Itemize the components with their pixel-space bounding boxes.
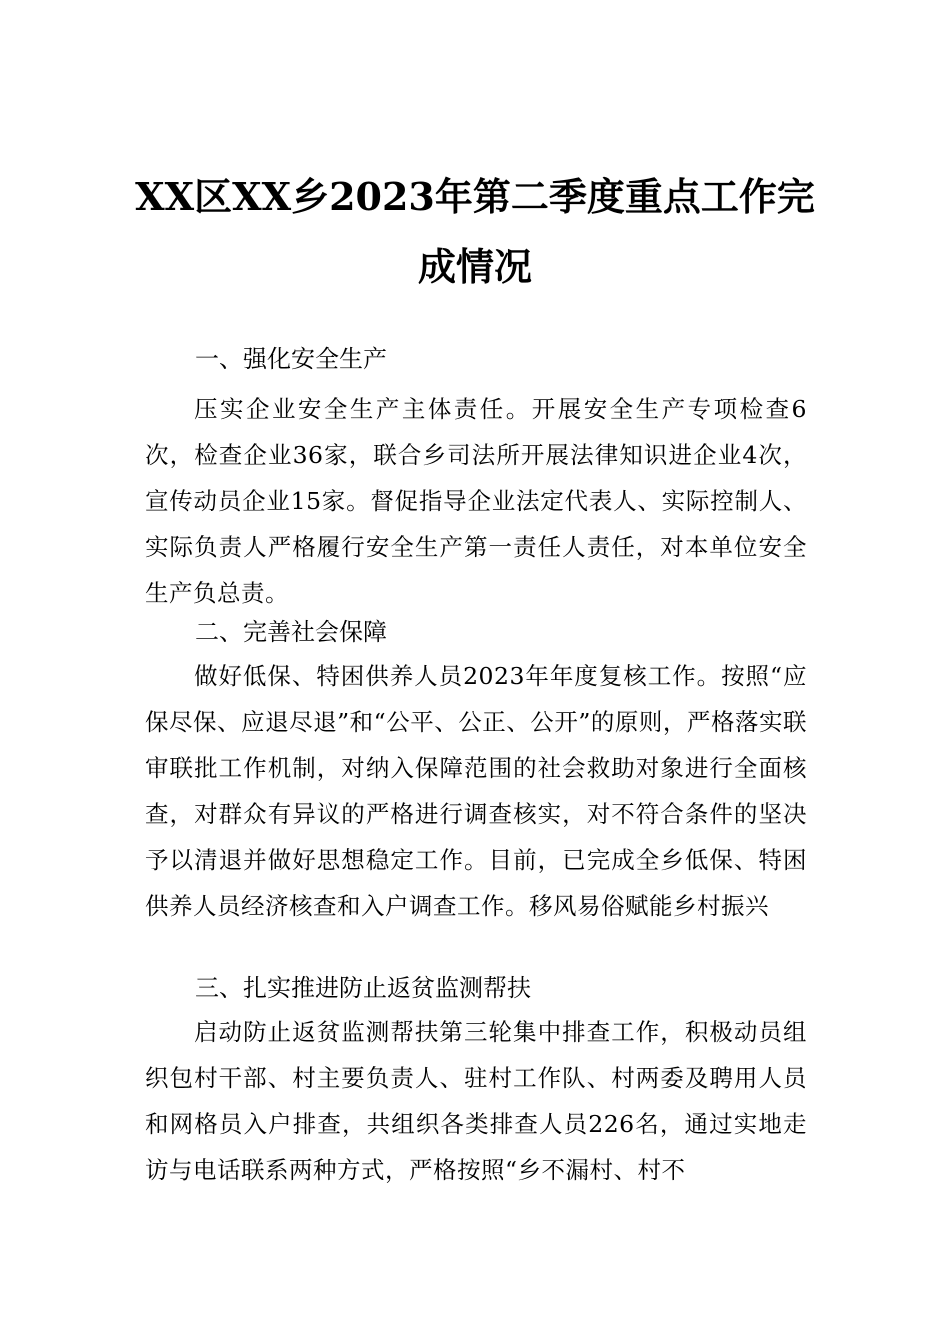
section-paragraph-social-security: 做好低保、特困供养人员2023年年度复核工作。按照“应保尽保、应退尽退”和“公平、公正、公开”的原则，严格落实联审联批工作机制，对纳入保障范围的社会救助对象进行全面核查，对群众有异议的严格进行调查核实，对不符合条件的坚决予以清退并做好思想稳定工作。目前，已完成全乡低保、特困供养人员经济核查和入户调查工作。移风易俗赋能乡村振兴: [145, 662, 807, 920]
section-heading-poverty-monitoring: 三、扎实推进防止返贫监测帮扶: [195, 974, 531, 1002]
section-paragraph-safety: 压实企业安全生产主体责任。开展安全生产专项检查6次，检查企业36家，联合乡司法所开展法律知识进企业4次，宣传动员企业15家。督促指导企业法定代表人、实际控制人、实际负责人严格履行安全生产第一责任人责任，对本单位安全生产负总责。: [145, 395, 807, 607]
section-paragraph-poverty-monitoring: 启动防止返贫监测帮扶第三轮集中排查工作，积极动员组织包村干部、村主要负责人、驻村工作队、村两委及聘用人员和网格员入户排查，共组织各类排查人员226名，通过实地走访与电话联系两种方式，严格按照“乡不漏村、村不: [145, 1018, 807, 1184]
document-title-line-1: XX区XX乡2023年第二季度重点工作完: [135, 174, 815, 219]
section-heading-social-security: 二、完善社会保障: [195, 618, 387, 646]
section-heading-safety: 一、强化安全生产: [195, 345, 387, 373]
document-title-line-2: 成情况: [417, 244, 532, 289]
